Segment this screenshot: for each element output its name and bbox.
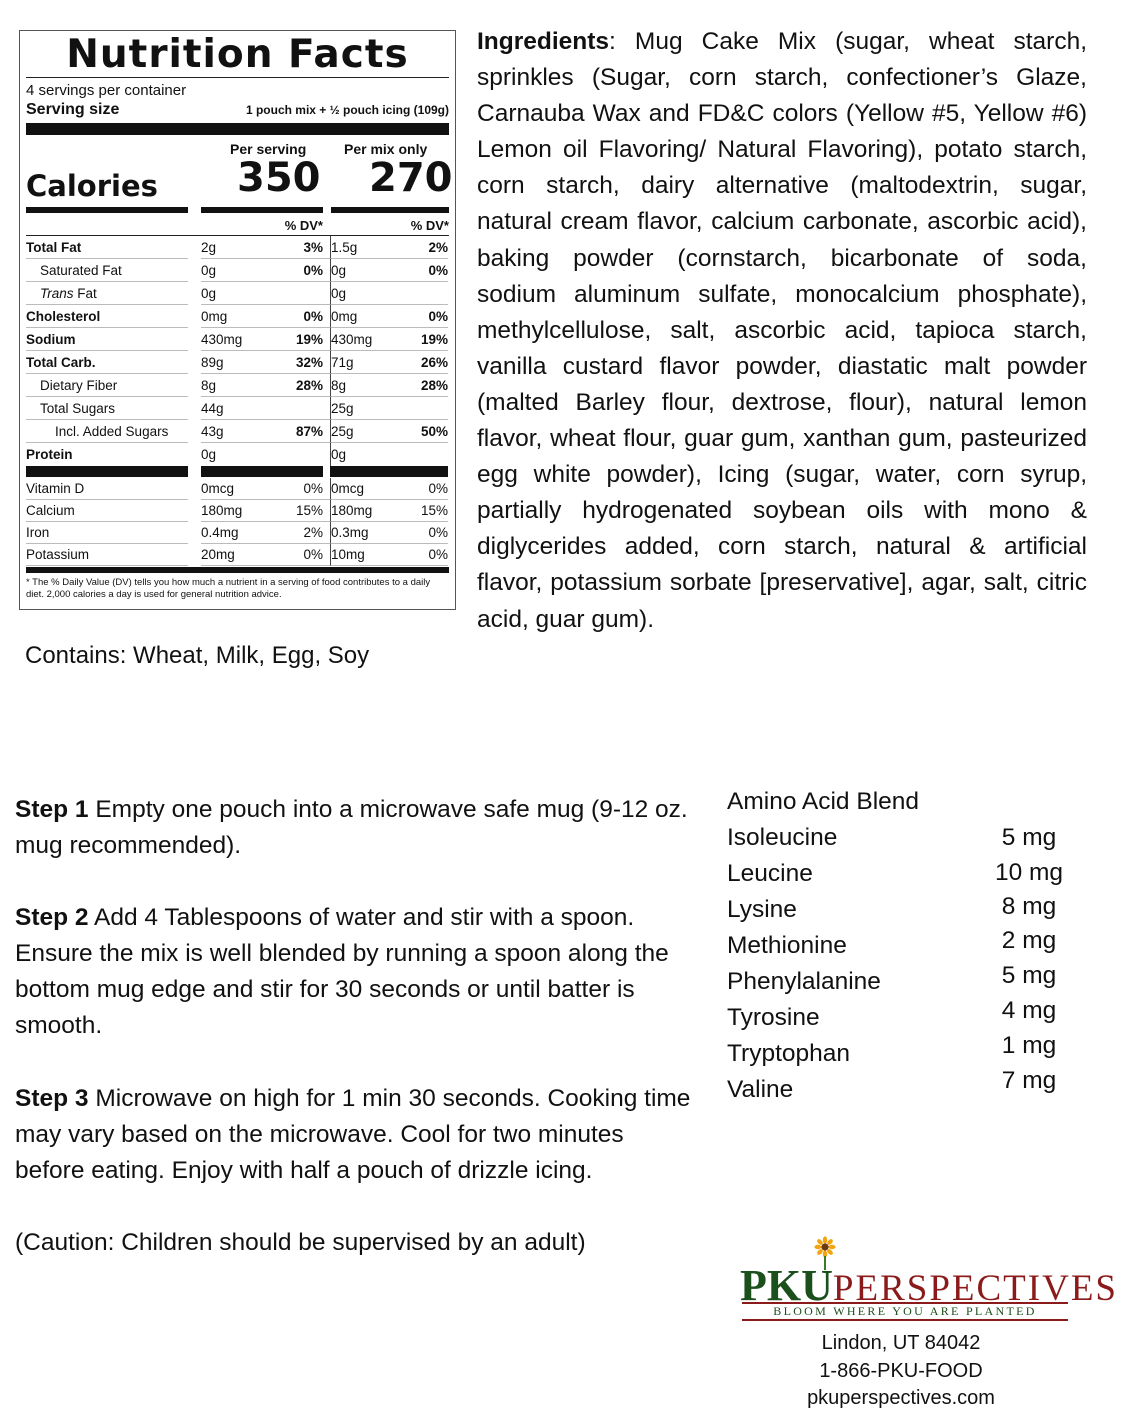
nutrient-row — [26, 443, 449, 466]
nutrient-row — [26, 328, 449, 351]
vitamin-dv-serving: 0% — [283, 478, 323, 500]
nutrient-name: Total Sugars — [26, 397, 188, 420]
serving-size — [26, 101, 449, 123]
vitamin-amount-serving: 0.4mg — [201, 522, 283, 544]
nutrient-amount-serving: 0g — [201, 282, 283, 305]
nutrient-dv-serving: 0% — [283, 259, 323, 282]
dv-header-1: % DV* — [284, 218, 323, 233]
nutrition-facts-panel — [19, 30, 456, 610]
nutrient-name: Saturated Fat — [26, 259, 188, 282]
nutrient-dv-serving: 28% — [283, 374, 323, 397]
amino-title: Amino Acid Blend — [727, 788, 920, 815]
amino-value: 5 mg — [1001, 824, 1057, 851]
step-text: Empty one pouch into a microwave safe mug (9-12 oz. mug recommended). — [15, 796, 688, 860]
vitamin-dv-mix: 0% — [398, 544, 448, 566]
contact-block — [780, 1330, 1022, 1413]
nutrient-amount-serving: 0mg — [201, 305, 283, 328]
dv-header-row — [26, 213, 449, 233]
amino-name: Methionine — [727, 932, 847, 959]
vitamin-amount-mix: 0mcg — [330, 478, 398, 500]
amino-name: Valine — [727, 1076, 794, 1103]
nutrient-dv-serving: 0% — [283, 305, 323, 328]
amino-value: 10 mg — [994, 859, 1064, 886]
calories-label: Calories — [26, 169, 158, 203]
nutrition-footnote: * The % Daily Value (DV) tells you how much a nutrient in a serving of food contributes to a daily diet. 2,000 calories a day is used for general nutrition advice. — [26, 577, 431, 600]
nutrient-name: Total Fat — [26, 236, 188, 259]
vitamin-dv-mix: 0% — [398, 478, 448, 500]
nutrient-dv-mix — [398, 443, 448, 466]
nutrient-name: Total Carb. — [26, 351, 188, 374]
amino-value: 2 mg — [1001, 927, 1057, 954]
nutrient-row — [26, 374, 449, 397]
phone-number[interactable]: 1-866-PKU-FOOD — [819, 1359, 983, 1382]
nutrient-dv-mix: 28% — [398, 374, 448, 397]
vitamin-dv-mix: 0% — [398, 522, 448, 544]
nutrient-dv-mix: 50% — [398, 420, 448, 443]
nutrient-amount-mix: 0g — [330, 259, 398, 282]
vitamin-row — [26, 500, 449, 522]
step-label: Step 3 — [15, 1084, 89, 1112]
amino-row — [727, 1067, 1067, 1108]
nutrient-dv-serving: 19% — [283, 328, 323, 351]
nutrient-name — [26, 282, 188, 305]
nutrient-amount-mix: 430mg — [330, 328, 398, 351]
vitamin-row — [26, 478, 449, 500]
servings-per-container: 4 servings per container — [26, 82, 187, 99]
allergen-statement: Contains: Wheat, Milk, Egg, Soy — [25, 642, 370, 669]
per-serving-header: Per serving — [230, 141, 307, 157]
ingredients-text: : Mug Cake Mix (sugar, wheat starch, sprinkles (Sugar, corn starch, confectioner’s Glaze, Carnauba Wax and FD&C colors (Yellow #5, Yellow #6) Lemon oil Flavoring/ Natural Flavoring), potato starch, corn starch, dairy alternative (maltodextrin, sugar, natural cream flavor, calcium carbonate, ascorbic acid), baking powder (cornstarch, bicarbonate of soda, sodium aluminum sulfate, monocalcium phosphate), methylcellulose, salt, ascorbic acid, tapioca starch, vanilla custard flavor powder, diastatic malt powder (malted Barley flour, dextrose, flour), natural lemon flavor, wheat flour, guar gum, xanthan gum, pasteurized egg white powder), Icing (sugar, water, corn syrup, partially hydrogenated soybean oils with mono & diglycerides added, corn starch, natural & artificial flavor, potassium sorbate [preservative], agar, salt, citric acid, guar gum). — [477, 28, 1087, 633]
nutrient-dv-serving: 3% — [283, 236, 323, 259]
nutrient-row — [26, 305, 449, 328]
nutrient-dv-mix — [398, 282, 448, 305]
vitamin-dv-mix: 15% — [398, 500, 448, 522]
step-item — [15, 900, 695, 1044]
vitamin-amount-mix: 10mg — [330, 544, 398, 566]
nutrient-dv-mix: 0% — [398, 305, 448, 328]
serving-size-label: Serving size — [26, 101, 120, 118]
preparation-steps — [15, 792, 695, 1297]
per-mix-header: Per mix only — [344, 141, 428, 157]
nutrient-row — [26, 236, 449, 259]
vitamin-dv-serving: 2% — [283, 522, 323, 544]
nutrient-amount-serving: 2g — [201, 236, 283, 259]
step-item — [15, 792, 695, 864]
step-text: Add 4 Tablespoons of water and stir with a spoon. Ensure the mix is well blended by running a spoon along the bottom mug edge and stir for 30 seconds or until batter is smooth. — [15, 904, 669, 1040]
logo-brand-a: PKU — [740, 1261, 833, 1310]
nutrition-title: Nutrition Facts — [66, 32, 409, 77]
nutrient-amount-serving: 8g — [201, 374, 283, 397]
amino-row — [727, 856, 1067, 892]
nutrient-rows — [26, 236, 449, 466]
nutrient-amount-mix: 8g — [330, 374, 398, 397]
vitamin-dv-serving: 0% — [283, 544, 323, 566]
nutrient-amount-serving: 89g — [201, 351, 283, 374]
caution-note: (Caution: Children should be supervised by an adult) — [15, 1228, 586, 1256]
nutrient-row — [26, 282, 449, 305]
vitamin-amount-mix: 0.3mg — [330, 522, 398, 544]
nutrient-name: Cholesterol — [26, 305, 188, 328]
vitamin-amount-serving: 20mg — [201, 544, 283, 566]
nutrient-dv-serving — [283, 443, 323, 466]
amino-value: 7 mg — [1001, 1067, 1057, 1094]
serving-size-value: 1 pouch mix + ½ pouch icing (109g) — [245, 103, 449, 117]
vitamin-amount-serving: 0mcg — [201, 478, 283, 500]
amino-name: Phenylalanine — [727, 968, 881, 995]
nutrient-dv-mix: 26% — [398, 351, 448, 374]
nutrient-dv-serving — [283, 397, 323, 420]
nutrient-amount-serving: 430mg — [201, 328, 283, 351]
nutrient-amount-mix: 25g — [330, 420, 398, 443]
nutrient-dv-mix: 19% — [398, 328, 448, 351]
amino-name: Tyrosine — [727, 1004, 820, 1031]
vitamin-name: Vitamin D — [26, 478, 188, 500]
pku-perspectives-logo — [740, 1236, 1119, 1322]
nutrient-row — [26, 397, 449, 420]
nutrient-dv-mix: 0% — [398, 259, 448, 282]
nutrient-amount-mix: 0mg — [330, 305, 398, 328]
step-label: Step 1 — [15, 796, 89, 823]
calories-per-serving: 350 — [237, 155, 321, 201]
amino-name: Leucine — [727, 860, 813, 887]
ingredients-paragraph — [477, 24, 1087, 638]
nutrient-dv-serving — [283, 282, 323, 305]
nutrient-amount-mix: 0g — [330, 282, 398, 305]
amino-name: Tryptophan — [727, 1040, 851, 1067]
amino-acid-blend — [727, 784, 1067, 1108]
nutrient-name: Dietary Fiber — [26, 374, 188, 397]
amino-value: 1 mg — [1001, 1032, 1057, 1059]
dv-header-2: % DV* — [410, 218, 449, 233]
amino-name: Isoleucine — [727, 824, 838, 851]
step-text: Microwave on high for 1 min 30 seconds. Cooking time may vary based on the microwave. Cool for two minutes before eating. Enjoy with half a pouch of drizzle icing. — [15, 1084, 691, 1184]
nutrient-dv-serving: 87% — [283, 420, 323, 443]
nutrient-row — [26, 259, 449, 282]
vitamin-name: Calcium — [26, 500, 188, 522]
nutrient-amount-serving: 44g — [201, 397, 283, 420]
vitamin-amount-mix: 180mg — [330, 500, 398, 522]
nutrient-dv-serving: 32% — [283, 351, 323, 374]
amino-row — [727, 820, 1067, 856]
nutrient-name: Sodium — [26, 328, 188, 351]
amino-value: 4 mg — [1001, 997, 1057, 1024]
vitamin-name: Iron — [26, 522, 188, 544]
amino-value: 5 mg — [1001, 962, 1057, 989]
nutrient-name-italic: Trans — [40, 285, 74, 301]
step-item — [15, 1081, 695, 1189]
nutrient-dv-mix — [398, 397, 448, 420]
nutrient-amount-serving: 0g — [201, 447, 217, 462]
logo-tagline: BLOOM WHERE YOU ARE PLANTED — [742, 1302, 1068, 1321]
ingredients-label: Ingredients — [477, 28, 610, 55]
calories-section — [26, 135, 453, 213]
nutrient-amount-serving: 43g — [201, 420, 283, 443]
nutrient-amount-mix: 0g — [330, 443, 398, 466]
step-label: Step 2 — [15, 904, 89, 932]
calories-mix-only: 270 — [369, 155, 453, 201]
website-link[interactable]: pkuperspectives.com — [807, 1387, 995, 1409]
vitamin-name: Potassium — [26, 544, 188, 566]
vitamin-amount-serving: 180mg — [201, 500, 283, 522]
nutrient-row — [26, 351, 449, 374]
amino-value: 8 mg — [1001, 893, 1057, 920]
nutrient-name: Protein — [26, 447, 73, 462]
nutrient-amount-mix: 25g — [330, 397, 398, 420]
nutrient-row — [26, 420, 449, 443]
nutrient-name-rest: Fat — [73, 285, 97, 301]
vitamin-dv-serving: 15% — [283, 500, 323, 522]
sunflower-icon — [814, 1236, 836, 1258]
address-city: Lindon, UT 84042 — [821, 1332, 981, 1354]
vitamin-rows — [26, 478, 449, 566]
nutrient-dv-mix: 2% — [398, 236, 448, 259]
vitamin-row — [26, 522, 449, 544]
amino-name: Lysine — [727, 896, 797, 923]
nutrient-amount-serving: 0g — [201, 259, 283, 282]
nutrient-amount-mix: 71g — [330, 351, 398, 374]
nutrient-amount-mix: 1.5g — [330, 236, 398, 259]
logo-brand-b: PERSPECTIVES — [832, 1268, 1119, 1309]
nutrient-name: Incl. Added Sugars — [26, 420, 188, 443]
vitamin-row — [26, 544, 449, 566]
